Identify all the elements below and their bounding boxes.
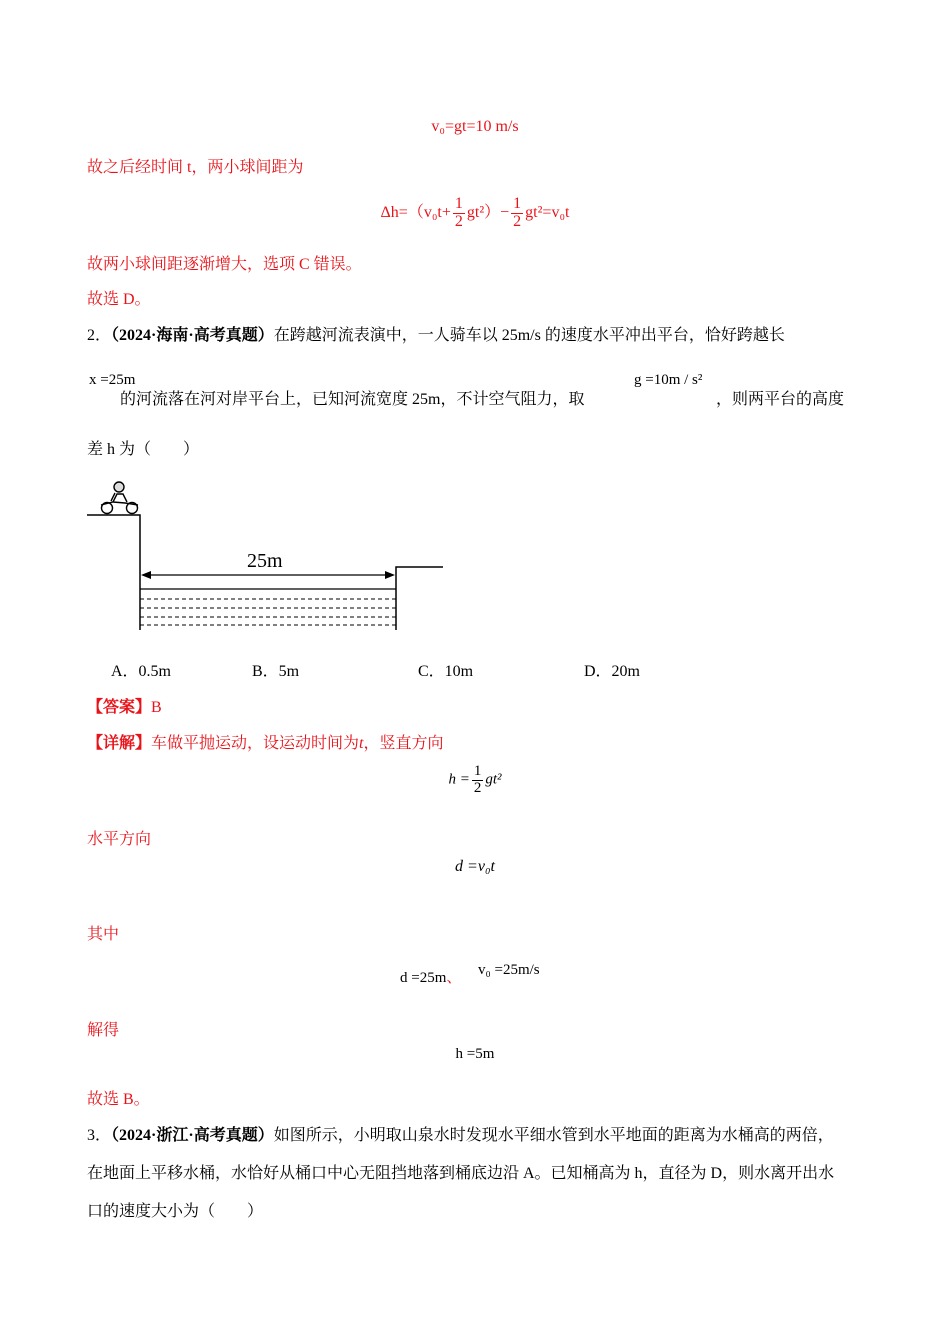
q3-line1: 3．（2024·浙江·高考真题）如图所示，小明取山泉水时发现水平细水管到水平地面的距离为水桶高的两倍，: [87, 1127, 834, 1144]
answer-tag: 【答案】: [87, 699, 152, 716]
q2-stem2: 的河流落在河对岸平台上，已知河流宽度 25m，不计空气阻力，取: [120, 391, 585, 408]
right-platform: [396, 567, 443, 630]
eq-given: d =25m、: [400, 970, 462, 986]
line-after-time: 故之后经时间 t，两小球间距为: [87, 159, 304, 176]
q3-source: （2024·浙江·高考真题）: [111, 1127, 274, 1144]
left-platform: [87, 515, 140, 630]
eq-given-v0: v₀ =25m/s: [478, 962, 540, 978]
option-d: D．20m: [584, 663, 641, 680]
choose-b: 故选 B。: [87, 1091, 150, 1108]
q2-stem2-end: ，则两平台的高度: [716, 391, 845, 408]
option-c: C．10m: [418, 663, 474, 680]
eq-v0: v₀=gt=10 m/s: [431, 118, 519, 135]
eq-d: d =v₀t: [455, 858, 495, 875]
q2-stem3: 差 h 为（ ）: [87, 441, 200, 458]
q3-line3: 口的速度大小为（ ）: [87, 1203, 264, 1220]
eq-delta-h: Δh=（v₀t+ $\frac{1}{2}$ gt²）− $\frac{1}{2}$ gt²=v₀t: [380, 195, 570, 230]
detail-tag: 【详解】: [87, 735, 152, 752]
q3-number: 3．: [87, 1127, 112, 1144]
solve-label: 解得: [87, 1022, 120, 1039]
option-b: B．5m: [252, 663, 300, 680]
answer-line: [87, 694, 162, 717]
horizontal-label: 水平方向: [87, 831, 152, 848]
q2-number: 2．: [87, 327, 112, 344]
detail-line: 【详解】车做平抛运动，设运动时间为t，竖直方向: [87, 735, 444, 752]
conclusion-c: 故两小球间距逐渐增大，选项 C 错误。: [87, 256, 362, 273]
q2-source: （2024·海南·高考真题）: [111, 327, 274, 344]
where-label: 其中: [87, 926, 120, 943]
q2-stem1: 在跨越河流表演中，一人骑车以 25m/s 的速度水平冲出平台，恰好跨越长: [273, 327, 785, 344]
eq-h: h = $\frac{1}{2}$ gt²: [448, 763, 502, 796]
q2-line1: [87, 322, 785, 345]
motorbike-icon: [101, 482, 138, 514]
answer-value: B: [151, 699, 162, 716]
q2-g-formula: g =10m / s²: [634, 372, 703, 388]
q2-x-formula: x =25m: [89, 372, 136, 388]
option-a: A．0.5m: [111, 663, 172, 680]
eq-result: h =5m: [455, 1046, 495, 1062]
q3-line2: 在地面上平移水桶，水恰好从桶口中心无阻挡地落到桶底边沿 A。已知桶高为 h，直径为 D，则水离开出水: [87, 1165, 835, 1182]
figure-width-label: 25m: [247, 550, 283, 572]
choose-d: 故选 D。: [87, 291, 151, 308]
